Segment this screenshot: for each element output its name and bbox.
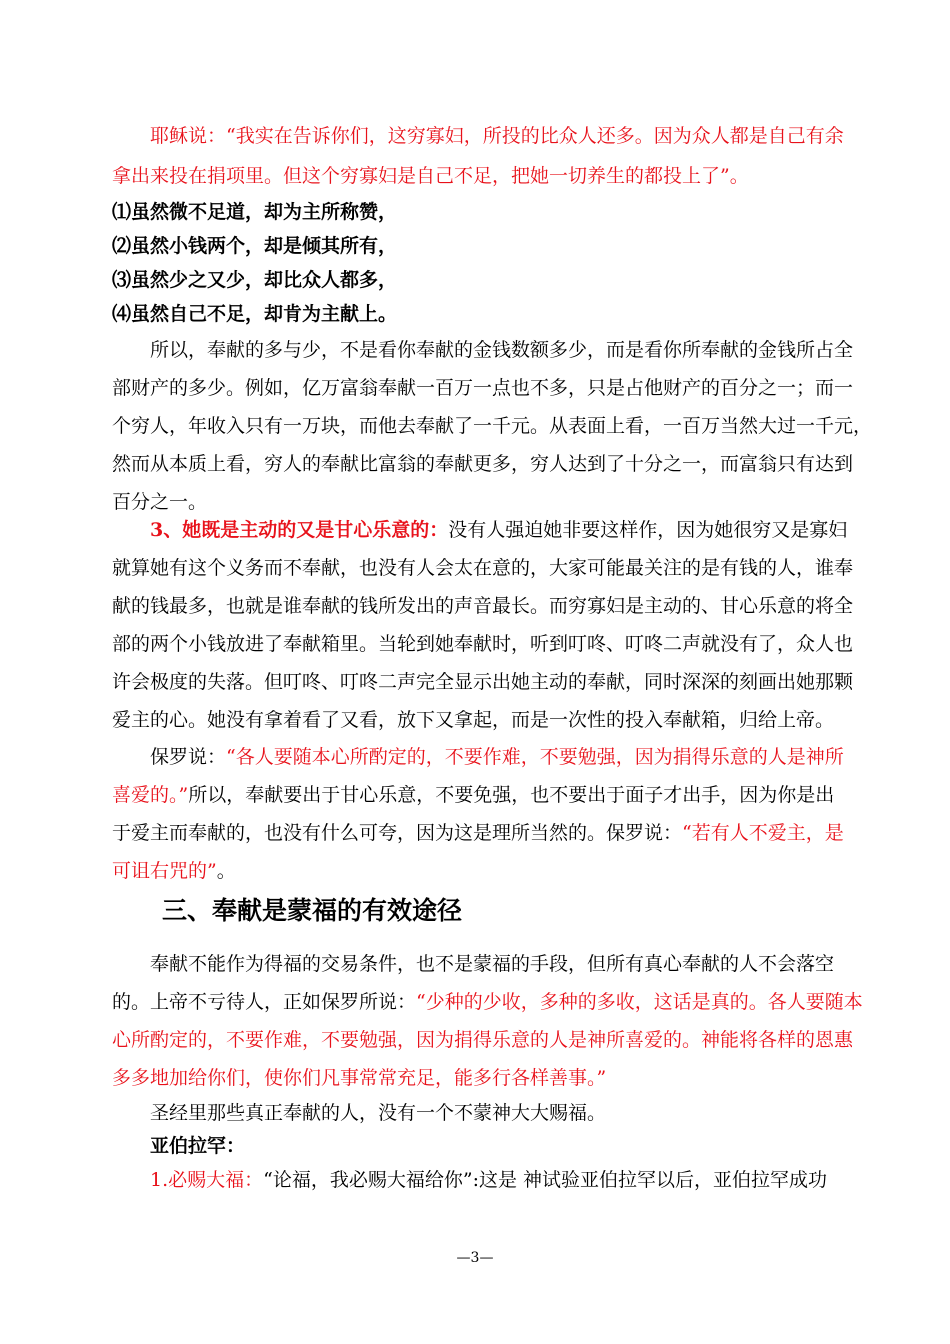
para5-line3: 心所酌定的，不要作难，不要勉强，因为捐得乐意的人是神所喜爱的。神能将各样的恩惠 — [112, 1029, 854, 1051]
para5-quote-start: “少种的少收，多种的多收，这话是真的。各人要随本 — [416, 991, 863, 1013]
para2-line4: 然而从本质上看，穷人的奉献比富翁的奉献更多，穷人达到了十分之一，而富翁只有达到 — [112, 453, 854, 475]
para3-red-heading: 3、她既是主动的又是甘心乐意的： — [150, 519, 449, 541]
para5-line2-text: 的。上帝不亏待人，正如保罗所说： — [112, 991, 417, 1013]
para3-line1-text: 没有人强迫她非要这样作，因为她很穷又是寡妇 — [448, 519, 848, 541]
para4-line4-end: 。 — [216, 860, 236, 882]
list-item-2: ⑵虽然小钱两个，却是倾其所有， — [112, 235, 398, 257]
para4-line2 — [112, 779, 834, 811]
para2-line1: 所以，奉献的多与少，不是看你奉献的金钱数额多少，而是看你所奉献的金钱所占全 — [150, 339, 854, 361]
para2-line2: 部财产的多少。例如，亿万富翁奉献一百万一点也不多，只是占他财产的百分之一；而一 — [112, 377, 854, 399]
para6: 圣经里那些真正奉献的人，没有一个不蒙神大大赐福。 — [150, 1102, 607, 1124]
para4-line3-text: 于爱主而奉献的，也没有什么可夸，因为这是理所当然的。保罗说： — [112, 822, 683, 844]
para3-line4: 部的两个小钱放进了奉献箱里。当轮到她奉献时，听到叮咚、叮咚二声就没有了，众人也 — [112, 633, 854, 655]
subhead-abraham: 亚伯拉罕： — [150, 1135, 246, 1157]
para3-line1 — [150, 514, 847, 546]
para2-line5: 百分之一。 — [112, 491, 208, 513]
para5-line1: 奉献不能作为得福的交易条件，也不是蒙福的手段，但所有真心奉献的人不会落空 — [150, 953, 835, 975]
section-heading: 三、奉献是蒙福的有效途径 — [162, 896, 463, 925]
page-number: —3— — [456, 1250, 494, 1266]
para4-quote-1-end: 喜爱的。” — [112, 784, 189, 806]
para7-line1 — [150, 1164, 827, 1196]
para7-text: “论福，我必赐大福给你”:这是 神试验亚伯拉罕以后，亚伯拉罕成功 — [263, 1169, 828, 1191]
list-item-3: ⑶虽然少之又少，却比众人都多， — [112, 269, 398, 291]
para5-line4: 多多地加给你们，使你们凡事常常充足，能多行各样善事。” — [112, 1067, 607, 1089]
para4-speaker: 保罗说： — [150, 746, 227, 768]
para3-line5: 许会极度的失落。但叮咚、叮咚二声完全显示出她主动的奉献，同时深深的刻画出她那颗 — [112, 671, 854, 693]
para5-line2 — [112, 986, 863, 1018]
para4-line2-text: 所以，奉献要出于甘心乐意，不要免强，也不要出于面子才出手，因为你是出 — [188, 784, 835, 806]
para4-quote-1: “各人要随本心所酌定的，不要作难，不要勉强，因为捐得乐意的人是神所 — [226, 746, 844, 768]
para4-quote-2-end: 可诅右咒的” — [112, 860, 217, 882]
list-item-4: ⑷虽然自己不足，却肯为主献上。 — [112, 303, 398, 325]
para3-line2: 就算她有这个义务而不奉献，也没有人会太在意的，大家可能最关注的是有钱的人，谁奉 — [112, 557, 854, 579]
list-item-1: ⑴虽然微不足道，却为主所称赞， — [112, 201, 398, 223]
para4-line4 — [112, 855, 236, 887]
para3-line6: 爱主的心。她没有拿着看了又看，放下又拿起，而是一次性的投入奉献箱，归给上帝。 — [112, 709, 835, 731]
para1-line1: 耶稣说：“我实在告诉你们，这穷寡妇，所投的比众人还多。因为众人都是自己有余 — [150, 125, 844, 147]
para4-line1 — [150, 741, 844, 773]
para3-line3: 献的钱最多，也就是谁奉献的钱所发出的声音最长。而穷寡妇是主动的、甘心乐意的将全 — [112, 595, 854, 617]
para4-line3 — [112, 817, 844, 849]
para7-red-lead: 1.必赐大福： — [150, 1169, 264, 1191]
para2-line3: 个穷人，年收入只有一万块，而他去奉献了一千元。从表面上看，一百万当然大过一千元， — [112, 415, 873, 437]
para4-quote-2: “若有人不爱主，是 — [682, 822, 844, 844]
para1-line2: 拿出来投在捐项里。但这个穷寡妇是自己不足，把她一切养生的都投上了”。 — [112, 165, 749, 187]
